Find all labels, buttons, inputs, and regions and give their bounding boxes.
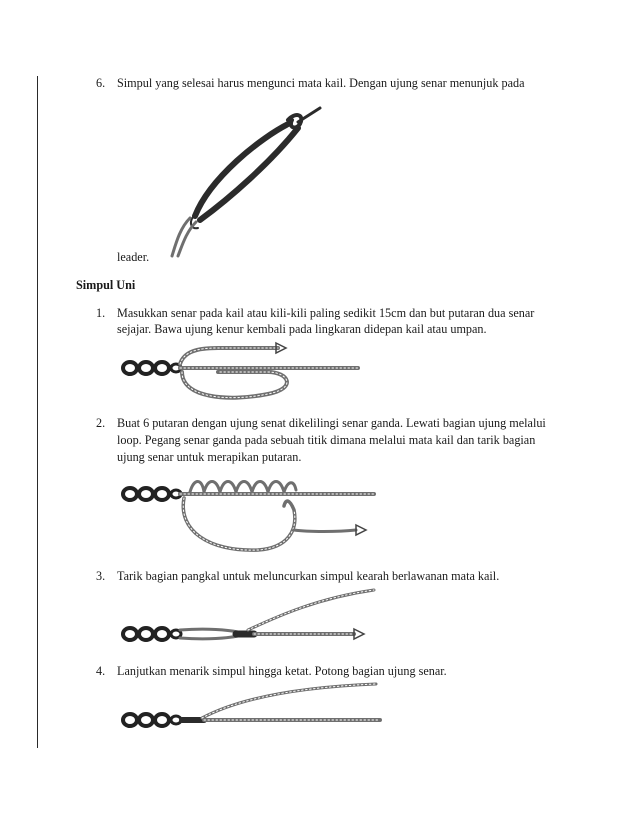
swivel-icon (123, 488, 181, 500)
step-number: 2. (96, 416, 106, 430)
step-line: ujung senar untuk merapikan putaran. (117, 450, 302, 464)
swivel-icon (123, 362, 181, 374)
step-number: 6. (96, 76, 106, 90)
step-line: Masukkan senar pada kail atau kili-kili paling sedikit 15cm dan but putaran dua senar (117, 306, 535, 320)
swivel-icon (123, 714, 181, 726)
step-line: Lanjutkan menarik simpul hingga ketat. Potong bagian ujung senar. (117, 664, 447, 678)
step-number: 3. (96, 569, 106, 583)
step-line: sejajar. Bawa ujung kenur kembali pada lingkaran didepan kail atau umpan. (117, 322, 487, 336)
figure-step2-icon (118, 470, 378, 570)
step-text-end: leader. (117, 250, 150, 264)
step-number: 1. (96, 306, 106, 320)
swivel-icon (123, 628, 181, 640)
step-line: Buat 6 putaran dengan ujung senat dikelilingi senar ganda. Lewati bagian ujung melalui (117, 416, 546, 430)
step-line: Tarik bagian pangkal untuk meluncurkan simpul kearah berlawanan mata kail. (117, 569, 500, 583)
step-number: 4. (96, 664, 106, 678)
figure-step3-icon (118, 586, 378, 656)
figure-loop-knot-icon (150, 108, 330, 258)
figure-step4-icon (118, 680, 383, 740)
step-text: Simpul yang selesai harus mengunci mata kail. Dengan ujung senar menunjuk pada (117, 76, 525, 90)
step-line: loop. Pegang senar ganda pada sebuah titik dimana melalui mata kail dan tarik bagian (117, 433, 536, 447)
figure-step1-icon (118, 336, 368, 408)
section-title: Simpul Uni (76, 278, 136, 292)
page-margin-line (37, 76, 38, 748)
